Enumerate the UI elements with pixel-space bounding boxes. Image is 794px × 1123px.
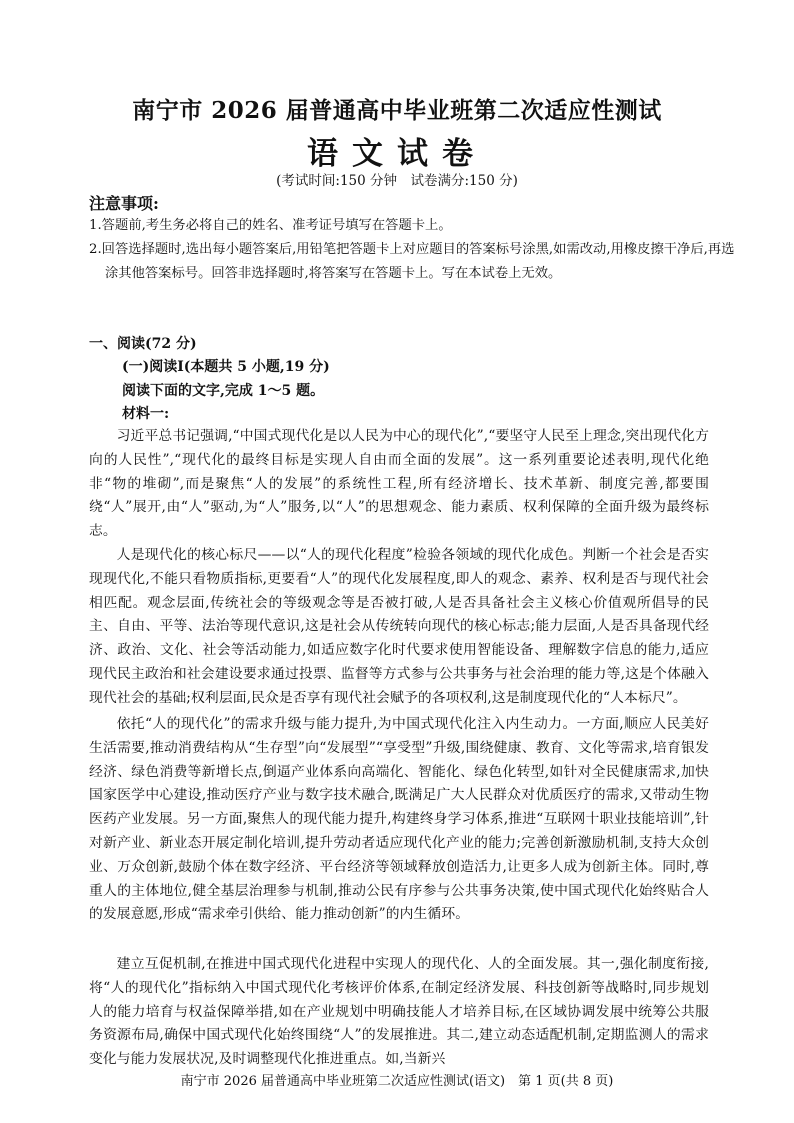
exam-subtitle: 语文试卷 (307, 136, 487, 172)
material-label: 材料一: (122, 406, 170, 422)
instruction: 阅读下面的文字,完成 1～5 题。 (122, 383, 325, 399)
paragraph: 依托“人的现代化”的需求升级与能力提升,为中国式现代化注入内生动力。一方面,顺应人民美好生活需要,推动消费结构从“生存型”向“发展型”“享受型”升级,围绕健康、教育、文化等需求,培育银发经济、绿色消费等新增长点,倒逼产业体系向高端化、智能化、绿色化转型,如针对全民健康需求,加快国家医学中心建设,推动医疗产业与数字技术融合,既满足广大人民群众对优质医疗的需求,又带动生物医药产业发展。另一方面,聚焦人的现代能力提升,构建终身学习体系,推进“互联网十职业技能培训”,针对新产业、新业态开展定制化培训,提升劳动者适应现代化产业的能力;完善创新激励机制,支持大众创业、万众创新,鼓励个体在数字经济、平台经济等领域释放创造活力,让更多人成为创新主体。同时,尊重人的主体地位,健全基层治理参与机制,推动公民有序参与公共事务决策,使中国式现代化始终贴合人的发展意愿,形成“需求牵引供给、能力推动创新”的内生循环。 (89, 716, 709, 923)
notice-item: 2.回答选择题时,选出每小题答案后,用铅笔把答题卡上对应题目的答案标号涂黑,如需改动,用橡皮擦干净后,再选涂其他答案标号。回答非选择题时,将答案写在答题卡上。写在本试卷上无效。 (89, 242, 735, 281)
exam-meta: (考试时间:150 分钟 试卷满分:150 分) (276, 173, 518, 189)
section-heading: 一、阅读(72 分) (89, 336, 197, 352)
paragraph: 习近平总书记强调,“中国式现代化是以人民为中心的现代化”,“要坚守人民至上理念,突出现代化方向的人民性”,“现代化的最终目标是实现人自由而全面的发展”。这一系列重要论述表明,现代化绝非“物的堆砌”,而是聚焦“人的发展”的系统性工程,所有经济增长、技术革新、制度完善,都要围绕“人”展开,由“人”驱动,为“人”服务,以“人”的思想观念、能力素质、权利保障的全面升级为最终标志。 (89, 428, 709, 540)
notice-heading: 注意事项: (89, 194, 159, 213)
paragraph: 建立互促机制,在推进中国式现代化进程中实现人的现代化、人的全面发展。其一,强化制度衔接,将“人的现代化”指标纳入中国式现代化考核评价体系,在制定经济发展、科技创新等战略时,同步规划人的能力培育与权益保障举措,如在产业规划中明确技能人才培养目标,在区域协调发展中统筹公共服务资源布局,确保中国式现代化始终围绕“人”的发展推进。其二,建立动态适配机制,定期监测人的需求变化与能力发展状况,及时调整现代化推进重点。如,当新兴 (89, 956, 709, 1068)
part-heading: (一)阅读Ⅰ(本题共 5 小题,19 分) (122, 359, 330, 375)
paragraph: 人是现代化的核心标尺——以“人的现代化程度”检验各领域的现代化成色。判断一个社会是否实现现代化,不能只看物质指标,更要看“人”的现代化发展程度,即人的观念、素养、权利是否与现代社会相匹配。观念层面,传统社会的等级观念等是否被打破,人是否具备社会主义核心价值观所倡导的民主、自由、平等、法治等现代意识,这是社会从传统转向现代的核心标志;能力层面,人是否具备现代经济、政治、文化、社会等活动能力,如适应数字化时代要求使用智能设备、理解数字信息的能力,适应现代民主政治和社会建设要求通过投票、监督等方式参与公共事务与社会治理的能力等,这是个体融入现代社会的基础;权利层面,民众是否享有现代社会赋予的各项权利,这是制度现代化的“人本标尺”。 (89, 547, 709, 706)
notice-item: 1.答题前,考生务必将自己的姓名、准考证号填写在答题卡上。 (89, 218, 452, 233)
exam-title: 南宁市 2026 届普通高中毕业班第二次适应性测试 (132, 97, 662, 124)
page-footer: 南宁市 2026 届普通高中毕业班第二次适应性测试(语文) 第 1 页(共 8 页) (180, 1074, 614, 1089)
